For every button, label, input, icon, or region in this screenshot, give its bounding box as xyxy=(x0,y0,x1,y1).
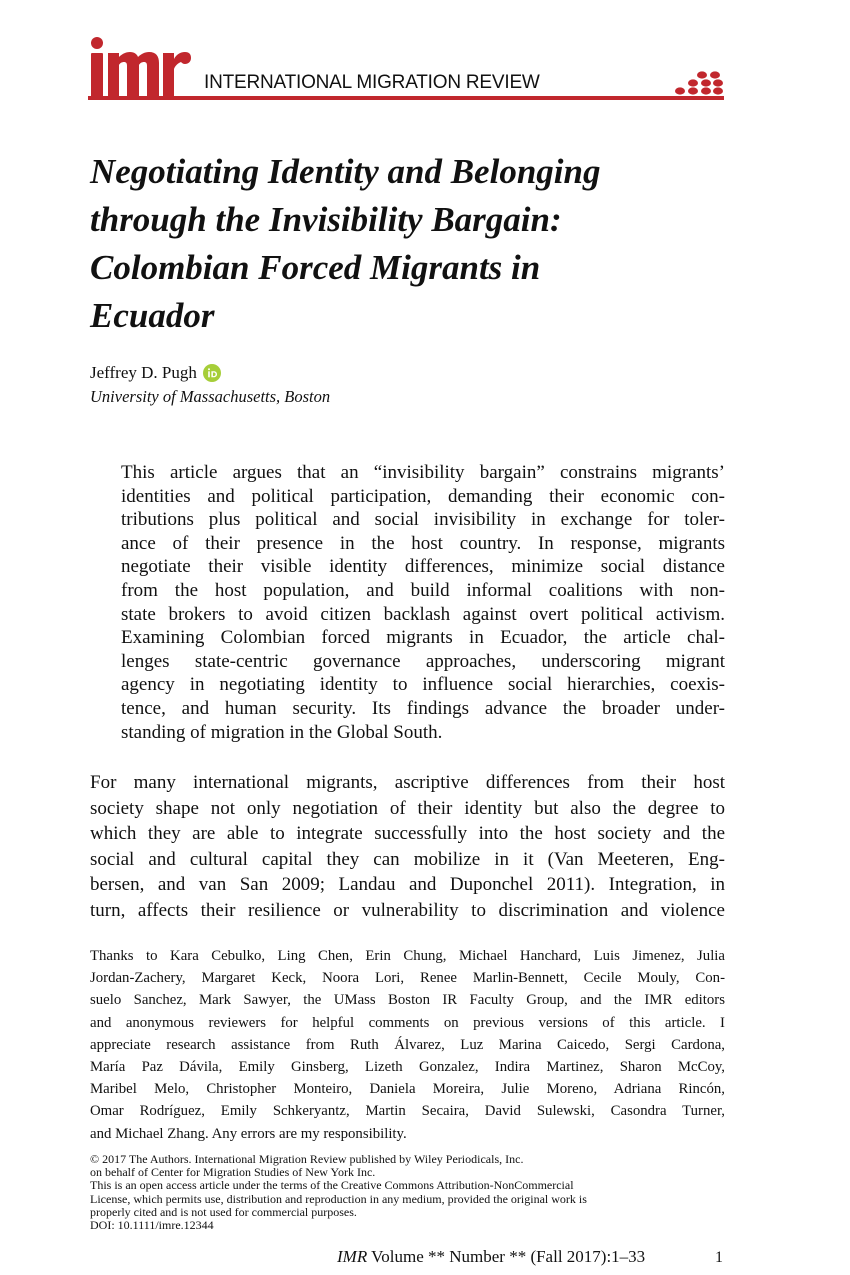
ack-line: appreciate research assistance from Ruth Álvarez, Luz Marina Caicedo, Sergi Cardona, xyxy=(90,1036,725,1053)
abstract-line: tributions plus political and social invisibility in exchange for toler- xyxy=(121,509,725,531)
abstract-line: negotiate their visible identity differences, minimize social distance xyxy=(121,556,725,578)
article-title xyxy=(90,148,750,340)
abstract-line: lenges state-centric governance approaches, underscoring migrant xyxy=(121,650,725,672)
body-line: For many international migrants, ascriptive differences from their host xyxy=(90,772,725,793)
orcid-icon[interactable] xyxy=(203,364,221,382)
author-name: Jeffrey D. Pugh xyxy=(90,363,197,382)
journal-abbrev: IMR xyxy=(337,1247,368,1266)
abstract-line: Examining Colombian forced migrants in Ecuador, the article chal- xyxy=(121,627,725,649)
acknowledgments-footnote xyxy=(90,945,725,1145)
ack-line: Omar Rodríguez, Emily Schkeryantz, Martin Secaira, David Sulewski, Casondra Turner, xyxy=(90,1103,725,1120)
abstract-line: ance of their presence in the host country. In response, migrants xyxy=(121,532,725,554)
copyright-line: properly cited and is not used for commercial purposes. xyxy=(90,1204,357,1219)
abstract-line: tence, and human security. Its findings advance the broader under- xyxy=(121,697,725,719)
abstract-line: agency in negotiating identity to influence social hierarchies, coexis- xyxy=(121,674,725,696)
imr-logo xyxy=(88,36,200,100)
abstract xyxy=(121,461,725,744)
doi-line[interactable]: DOI: 10.1111/imre.12344 xyxy=(90,1218,214,1233)
journal-reference xyxy=(337,1246,645,1268)
ack-line: and Michael Zhang. Any errors are my responsibility. xyxy=(90,1125,407,1142)
body-paragraph xyxy=(90,770,725,924)
ack-line: Jordan-Zachery, Margaret Keck, Noora Lori, Renee Marlin-Bennett, Cecile Mouly, Con- xyxy=(90,970,725,987)
body-line: bersen, and van San 2009; Landau and Duponchel 2011). Integration, in xyxy=(90,874,725,896)
abstract-line: from the host population, and build informal coalitions with non- xyxy=(121,579,725,601)
abstract-line: state brokers to avoid citizen backlash against overt political activism. xyxy=(121,603,725,625)
author-line xyxy=(90,362,221,384)
page-number: 1 xyxy=(715,1249,723,1266)
ack-line: María Paz Dávila, Emily Ginsberg, Lizeth Gonzalez, Indira Martinez, Sharon McCoy, xyxy=(90,1059,725,1076)
body-line: social and cultural capital they can mobilize in it (Van Meeteren, Eng- xyxy=(90,848,725,870)
copyright-line: © 2017 The Authors. International Migration Review published by Wiley Periodicals, Inc. xyxy=(90,1152,524,1166)
ack-line: Thanks to Kara Cebulko, Ling Chen, Erin Chung, Michael Hanchard, Luis Jimenez, Julia xyxy=(90,948,725,964)
abstract-line: standing of migration in the Global South. xyxy=(121,721,443,743)
body-line: turn, affects their resilience or vulnerability to discrimination and violence xyxy=(90,899,725,921)
author-affiliation: University of Massachusetts, Boston xyxy=(90,387,331,406)
title-line: through the Invisibility Bargain: xyxy=(90,200,562,239)
copyright-line: License, which permits use, distribution and reproduction in any medium, provided the original work is xyxy=(90,1191,587,1206)
issue-text: Volume ** Number ** (Fall 2017):1–33 xyxy=(367,1247,646,1266)
title-line: Ecuador xyxy=(90,296,215,335)
ack-line: and anonymous reviewers for helpful comments on previous versions of this article. I xyxy=(90,1014,725,1031)
copyright-line: on behalf of Center for Migration Studies of New York Inc. xyxy=(90,1165,376,1180)
abstract-line: This article argues that an “invisibility bargain” constrains migrants’ xyxy=(121,462,725,483)
body-line: society shape not only negotiation of their identity but also the degree to xyxy=(90,797,725,819)
copyright-notice xyxy=(90,1153,725,1232)
header-rule xyxy=(88,96,724,100)
copyright-line: This is an open access article under the terms of the Creative Commons Attribution-NonCommercial xyxy=(90,1178,574,1193)
header-dots-ornament xyxy=(672,70,724,96)
abstract-line: identities and political participation, demanding their economic con- xyxy=(121,485,725,507)
body-line: which they are able to integrate successfully into the host society and the xyxy=(90,823,725,845)
title-line: Negotiating Identity and Belonging xyxy=(90,152,601,191)
journal-header xyxy=(88,36,728,102)
title-line: Colombian Forced Migrants in xyxy=(90,248,541,287)
journal-name: INTERNATIONAL MIGRATION REVIEW xyxy=(204,72,540,93)
ack-line: Maribel Melo, Christopher Monteiro, Daniela Moreira, Julie Moreno, Adriana Rincón, xyxy=(90,1081,725,1098)
ack-line: suelo Sanchez, Mark Sawyer, the UMass Boston IR Faculty Group, and the IMR editors xyxy=(90,992,725,1009)
